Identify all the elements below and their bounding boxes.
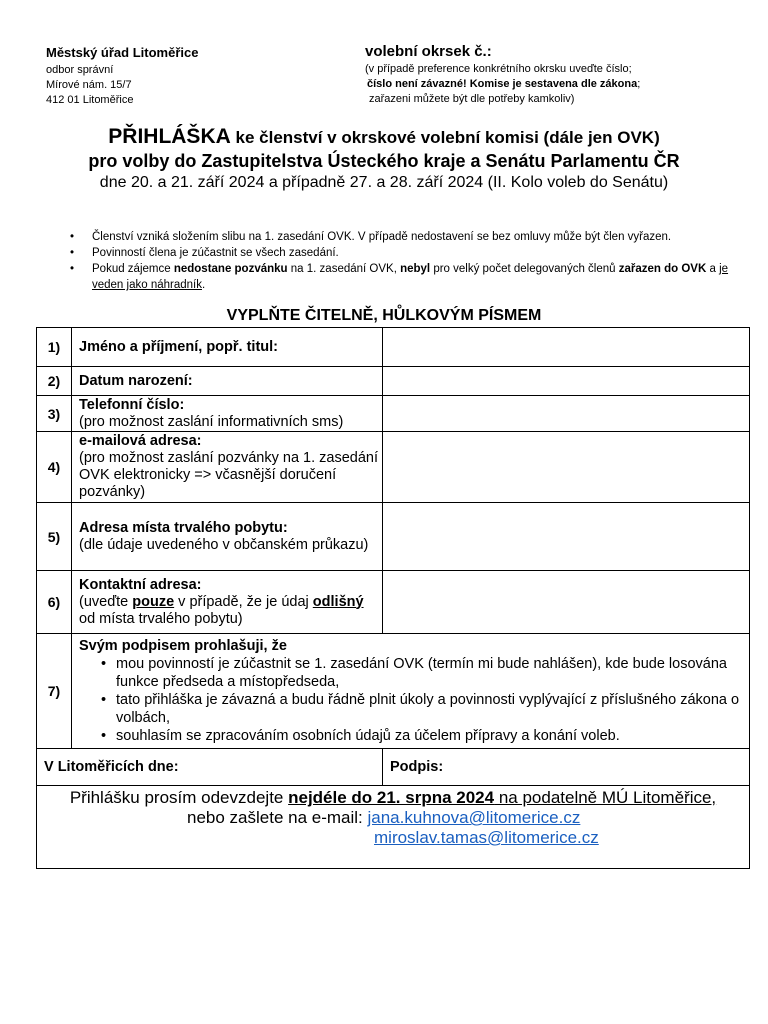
declaration-item: • souhlasím se zpracováním osobních údajů za účelem přípravy a konání voleb. xyxy=(79,727,749,745)
instruction-heading: VYPLŇTE ČITELNĚ, HŮLKOVÝM PÍSMEM xyxy=(226,307,542,324)
bullet-item: • Členství vzniká složením slibu na 1. zasedání OVK. V případě nedostavení se bez omluvy může být člen vyřazen. xyxy=(66,229,736,245)
form-row-residence xyxy=(37,503,749,571)
signature-field[interactable]: Podpis: xyxy=(390,759,444,775)
title-line-1: PŘIHLÁŠKA ke členství v okrskové volební komisi (dále jen OVK) xyxy=(108,125,660,148)
email-link-kuhnova[interactable]: jana.kuhnova@litomerice.cz xyxy=(367,808,581,827)
submission-email-line: nebo zašlete na e-mail: jana.kuhnova@litomerice.cz xyxy=(187,808,581,827)
form-row-submission xyxy=(37,786,749,868)
info-bullets xyxy=(66,229,736,293)
phone-label: Telefonní číslo: xyxy=(79,396,185,413)
email-field[interactable] xyxy=(383,432,749,502)
row-number: 4) xyxy=(37,432,72,502)
name-field[interactable] xyxy=(383,328,749,366)
contact-address-field[interactable] xyxy=(383,571,749,633)
form-row-email xyxy=(37,432,749,503)
form-row-signature xyxy=(37,749,749,786)
office-dept: odbor správní xyxy=(46,64,114,76)
form-row-phone xyxy=(37,396,749,432)
phone-field[interactable] xyxy=(383,396,749,431)
residence-field[interactable] xyxy=(383,503,749,570)
email-label-cell xyxy=(72,432,383,502)
date-place-field[interactable]: V Litoměřicích dne: xyxy=(37,749,383,785)
row-number: 6) xyxy=(37,571,72,633)
row-number: 2) xyxy=(37,367,72,395)
bullet-item: • Pokud zájemce nedostane pozvánku na 1. zasedání OVK, nebyl pro velký počet delegovaných členů zařazen do OVK a je veden jako náhradník. xyxy=(66,261,736,293)
form-row-birthdate xyxy=(37,367,749,396)
declaration-heading: Svým podpisem prohlašuji, že xyxy=(79,638,287,654)
declaration-item: • mou povinností je zúčastnit se 1. zasedání OVK (termín mi bude nahlášen), kde bude losována funkce předseda a místopředseda, xyxy=(79,655,749,691)
contact-address-note: (uveďte pouze v případě, že je údaj odlišný xyxy=(79,593,364,610)
email-note: (pro možnost zaslání pozvánky na 1. zasedání OVK elektronicky => včasnější doručení pozvánky) xyxy=(79,450,379,500)
residence-label: Adresa místa trvalého pobytu: xyxy=(79,519,288,536)
form-row-declaration xyxy=(37,634,749,749)
birthdate-label: Datum narození: xyxy=(72,367,383,395)
declaration-item: • tato přihláška je závazná a budu řádně plnit úkoly a povinnosti vyplývající z příslušného zákona o volbách, xyxy=(79,691,749,727)
phone-note: (pro možnost zaslání informativních sms) xyxy=(79,413,344,430)
submission-deadline: Přihlášku prosím odevzdejte nejdéle do 21. srpna 2024 na podatelně MÚ Litoměřice, xyxy=(69,788,717,807)
title-line-2: pro volby do Zastupitelstva Ústeckého kraje a Senátu Parlamentu ČR xyxy=(88,151,680,171)
birthdate-field[interactable] xyxy=(383,367,749,395)
office-city: 412 01 Litoměřice xyxy=(46,94,134,106)
okrsek-note-2: číslo není závazné! Komise je sestavena dle zákona; xyxy=(367,78,641,90)
bullet-item: • Povinností člena je zúčastnit se všech zasedání. xyxy=(66,245,736,261)
form-row-contact-address xyxy=(37,571,749,634)
name-label: Jméno a příjmení, popř. titul: xyxy=(72,328,383,366)
contact-address-label: Kontaktní adresa: xyxy=(79,576,202,593)
phone-label-cell xyxy=(72,396,383,431)
okrsek-label: volební okrsek č.: xyxy=(365,43,492,60)
office-street: Mírové nám. 15/7 xyxy=(46,79,132,91)
row-number: 1) xyxy=(37,328,72,366)
okrsek-note-3: zařazeni můžete být dle potřeby kamkoliv) xyxy=(369,93,575,105)
submission-email-line-2 xyxy=(37,828,749,848)
row-number: 5) xyxy=(37,503,72,570)
document-title xyxy=(0,125,768,194)
office-name: Městský úřad Litoměřice xyxy=(46,45,199,60)
office-address xyxy=(46,44,198,108)
row-number: 3) xyxy=(37,396,72,431)
okrsek-block xyxy=(365,43,640,107)
contact-address-label-cell xyxy=(72,571,383,633)
email-link-tamas[interactable]: miroslav.tamas@litomerice.cz xyxy=(374,828,599,847)
application-form xyxy=(36,327,750,869)
email-label: e-mailová adresa: xyxy=(79,433,202,449)
form-row-name xyxy=(37,328,749,367)
declaration xyxy=(72,634,749,748)
row-number: 7) xyxy=(37,634,72,748)
residence-note: (dle údaje uvedeného v občanském průkazu) xyxy=(79,536,369,553)
title-line-3: dne 20. a 21. září 2024 a případně 27. a 28. září 2024 (II. Kolo voleb do Senátu) xyxy=(99,174,669,191)
residence-label-cell xyxy=(72,503,383,570)
submission-info xyxy=(37,786,749,868)
contact-address-note-2: od místa trvalého pobytu) xyxy=(79,610,243,627)
okrsek-note-1: (v případě preference konkrétního okrsku uveďte číslo; xyxy=(365,63,632,75)
